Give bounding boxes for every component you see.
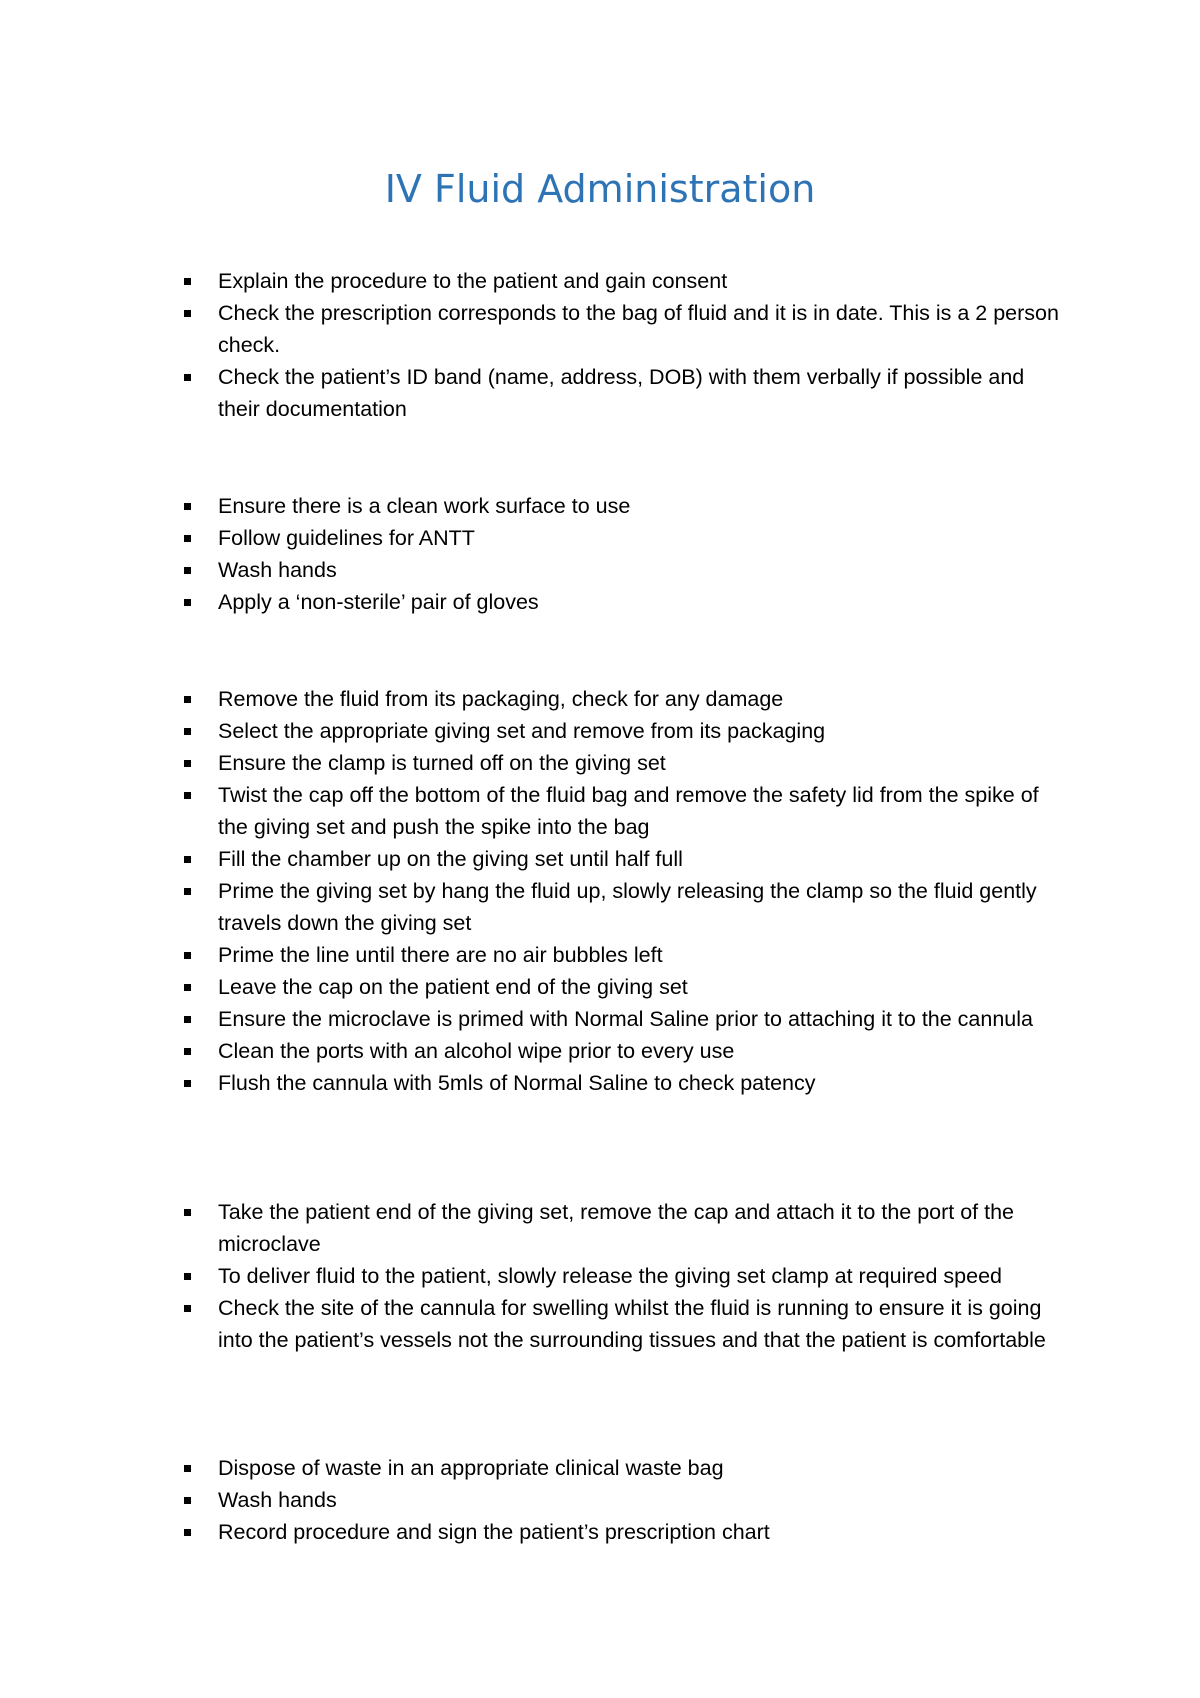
list-item (181, 683, 1061, 715)
list-item-text: Follow guidelines for ANTT (218, 526, 475, 550)
square-bullet-icon (184, 792, 191, 799)
list-item (181, 1067, 1061, 1099)
list-item (181, 586, 1061, 618)
list-item-text: Remove the fluid from its packaging, check for any damage (218, 687, 784, 711)
list-item (181, 265, 1061, 297)
list-item-text: Leave the cap on the patient end of the giving set (218, 975, 688, 999)
square-bullet-icon (184, 1497, 191, 1504)
square-bullet-icon (184, 696, 191, 703)
list-item (181, 779, 1061, 843)
list-item-text: Clean the ports with an alcohol wipe prior to every use (218, 1039, 735, 1063)
list-item-text: Fill the chamber up on the giving set until half full (218, 847, 683, 871)
document-title: IV Fluid Administration (384, 167, 816, 211)
square-bullet-icon (184, 1209, 191, 1216)
square-bullet-icon (184, 728, 191, 735)
list-item (181, 1035, 1061, 1067)
list-item-text: Wash hands (218, 1488, 337, 1512)
list-item (181, 747, 1061, 779)
list-item-text: Apply a ‘non-sterile’ pair of gloves (218, 590, 539, 614)
list-item (181, 490, 1061, 522)
square-bullet-icon (184, 503, 191, 510)
list-item-text: To deliver fluid to the patient, slowly release the giving set clamp at required speed (218, 1264, 1002, 1288)
square-bullet-icon (184, 567, 191, 574)
step-list-completion (181, 1452, 1061, 1548)
list-item (181, 1292, 1061, 1356)
list-item (181, 971, 1061, 1003)
list-item-text: Twist the cap off the bottom of the fluid bag and remove the safety lid from the spike of the giving set and push the spike into the bag (218, 783, 1039, 839)
list-item-text: Dispose of waste in an appropriate clinical waste bag (218, 1456, 724, 1480)
list-item-text: Record procedure and sign the patient’s prescription chart (218, 1520, 770, 1544)
square-bullet-icon (184, 1529, 191, 1536)
step-list-administration (181, 1196, 1061, 1356)
list-item-text: Check the patient’s ID band (name, address, DOB) with them verbally if possible and their documentation (218, 365, 1025, 421)
step-list-hygiene (181, 490, 1061, 618)
list-item-text: Flush the cannula with 5mls of Normal Saline to check patency (218, 1071, 816, 1095)
list-item-text: Wash hands (218, 558, 337, 582)
list-item-text: Ensure the clamp is turned off on the giving set (218, 751, 666, 775)
list-item (181, 1196, 1061, 1260)
list-item (181, 939, 1061, 971)
step-list-setup (181, 683, 1061, 1099)
list-item-text: Take the patient end of the giving set, remove the cap and attach it to the port of the microclave (218, 1200, 1015, 1256)
list-item (181, 522, 1061, 554)
list-item (181, 297, 1061, 361)
list-item (181, 1452, 1061, 1484)
list-item-text: Ensure the microclave is primed with Normal Saline prior to attaching it to the cannula (218, 1007, 1033, 1031)
list-item (181, 1516, 1061, 1548)
square-bullet-icon (184, 760, 191, 767)
square-bullet-icon (184, 1273, 191, 1280)
list-item (181, 1003, 1061, 1035)
square-bullet-icon (184, 888, 191, 895)
list-item-text: Check the prescription corresponds to the bag of fluid and it is in date. This is a 2 person check. (218, 301, 1059, 357)
square-bullet-icon (184, 952, 191, 959)
list-item-text: Prime the line until there are no air bubbles left (218, 943, 663, 967)
list-item (181, 361, 1061, 425)
square-bullet-icon (184, 1080, 191, 1087)
square-bullet-icon (184, 310, 191, 317)
list-item-text: Ensure there is a clean work surface to use (218, 494, 631, 518)
list-item-text: Check the site of the cannula for swelling whilst the fluid is running to ensure it is going into the patient’s vessels not the surrounding tissues and that the patient is comfortable (218, 1296, 1046, 1352)
square-bullet-icon (184, 1465, 191, 1472)
square-bullet-icon (184, 1305, 191, 1312)
list-item-text: Select the appropriate giving set and remove from its packaging (218, 719, 826, 743)
square-bullet-icon (184, 535, 191, 542)
list-item (181, 875, 1061, 939)
square-bullet-icon (184, 374, 191, 381)
list-item-text: Prime the giving set by hang the fluid up, slowly releasing the clamp so the fluid gently travels down the giving set (218, 879, 1037, 935)
list-item (181, 554, 1061, 586)
square-bullet-icon (184, 856, 191, 863)
square-bullet-icon (184, 1048, 191, 1055)
list-item (181, 1260, 1061, 1292)
list-item-text: Explain the procedure to the patient and gain consent (218, 269, 728, 293)
square-bullet-icon (184, 1016, 191, 1023)
square-bullet-icon (184, 278, 191, 285)
list-item (181, 1484, 1061, 1516)
list-item (181, 843, 1061, 875)
square-bullet-icon (184, 599, 191, 606)
list-item (181, 715, 1061, 747)
step-list-preparation-checks (181, 265, 1061, 425)
square-bullet-icon (184, 984, 191, 991)
